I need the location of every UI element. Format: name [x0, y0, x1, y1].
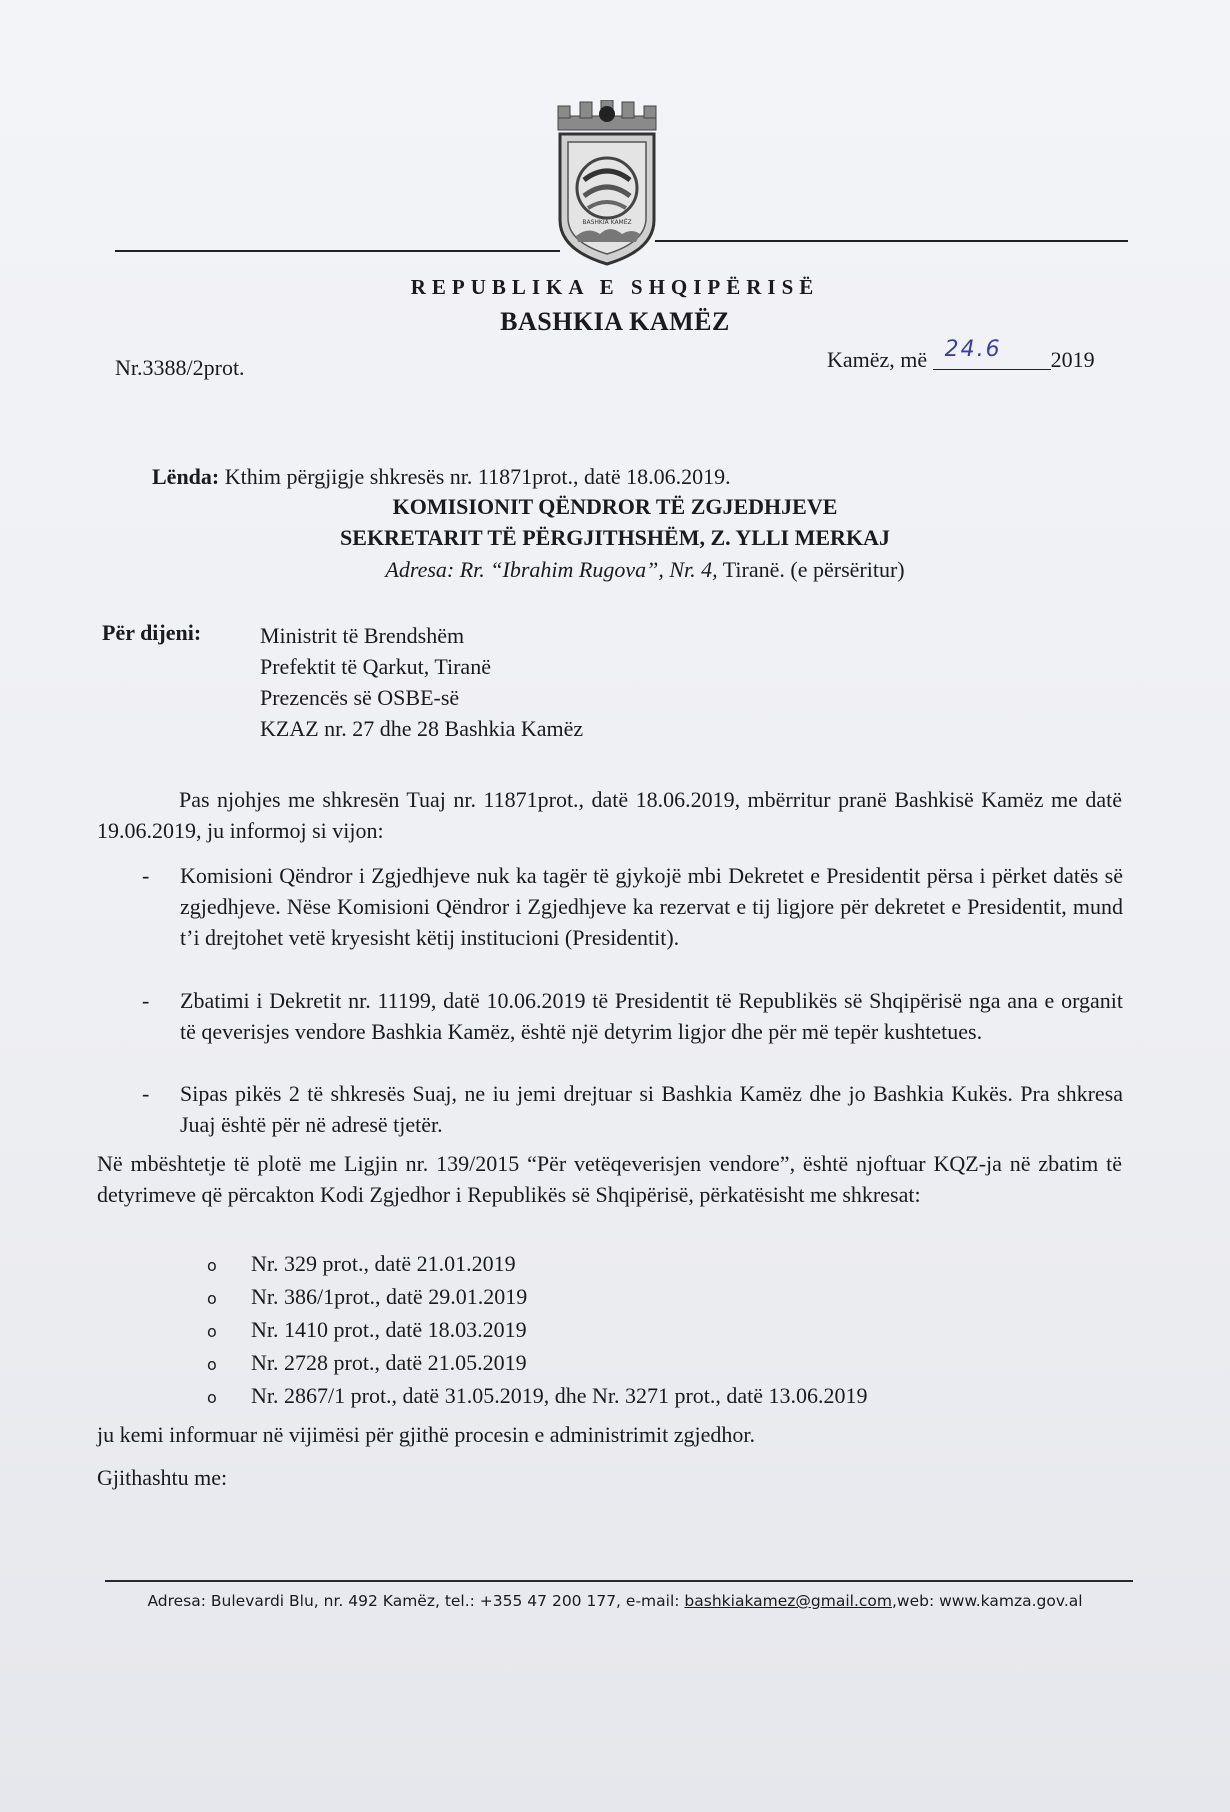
cc-item: Prezencës së OSBE-së [260, 685, 460, 710]
date-line [827, 337, 1095, 373]
point-3: Sipas pikës 2 të shkresës Suaj, ne iu jemi drejtuar si Bashkia Kamëz dhe jo Bashkia Kukës. Pra shkresa Juaj është për në adresë tjetër. [180, 1081, 1123, 1137]
handwritten-date: 24.6 [944, 337, 1002, 362]
country-heading: REPUBLIKA E SHQIPËRISË [410, 275, 820, 299]
circle-bullet: o [207, 1388, 217, 1407]
list-item: o Nr. 386/1prot., datë 29.01.2019 [207, 1281, 868, 1314]
protocol-number: Nr.3388/2prot. [115, 355, 245, 380]
circle-bullet: o [207, 1289, 217, 1308]
subject-label: Lënda: [152, 464, 220, 489]
recipient-line-2: SEKRETARIT TË PËRGJITHSHËM, Z. YLLI MERKAJ [340, 525, 890, 550]
municipality-crest-icon [548, 100, 666, 268]
dash-marker: - [142, 1081, 150, 1106]
list-item: o Nr. 2867/1 prot., datë 31.05.2019, dhe Nr. 3271 prot., datë 13.06.2019 [207, 1380, 868, 1413]
circle-bullet: o [207, 1322, 217, 1341]
also-line: Gjithashtu me: [97, 1465, 228, 1490]
list-item: o Nr. 2728 prot., datë 21.05.2019 [207, 1347, 868, 1380]
circle-bullet: o [207, 1256, 217, 1275]
cc-label: Për dijeni: [102, 620, 202, 645]
address-italic: Adresa: Rr. “Ibrahim Rugova”, Nr. 4, [385, 557, 718, 582]
header-rule-right [655, 240, 1128, 242]
subject-text: Kthim përgjigje shkresës nr. 11871prot., datë 18.06.2019. [224, 464, 731, 489]
footer-rule [105, 1580, 1133, 1582]
dash-marker: - [142, 863, 150, 888]
recipient-address [0, 557, 1230, 583]
date-prefix: Kamëz, më [827, 347, 928, 372]
address-plain: Tiranë. (e përsëritur) [722, 557, 905, 582]
footer-contact [0, 1592, 1230, 1610]
footer-email-link[interactable]: bashkiakamez@gmail.com [684, 1592, 892, 1610]
cc-list [260, 620, 583, 744]
footer-address: Adresa: Bulevardi Blu, nr. 492 Kamëz, tel.: +355 47 200 177, e-mail: [147, 1592, 680, 1610]
footer-web: ,web: www.kamza.gov.al [892, 1592, 1083, 1610]
municipality-heading: BASHKIA KAMËZ [500, 307, 730, 336]
intro-paragraph: Pas njohjes me shkresën Tuaj nr. 11871prot., datë 18.06.2019, mbërritur pranë Bashkisë Kamëz me datë 19.06.2019, ju informoj si vijon: [97, 787, 1122, 843]
support-paragraph: Në mbështetje të plotë me Ligjin nr. 139/2015 “Për vetëqeverisjen vendore”, është njoftuar KQZ-ja në zbatim të detyrimeve që përcakton Kodi Zgjedhor i Republikës së Shqipërisë, përkatësisht me shkresat: [97, 1151, 1122, 1207]
header-rule-left [115, 250, 560, 252]
circle-bullet: o [207, 1355, 217, 1374]
closing-line: ju kemi informuar në vijimësi për gjithë procesin e administrimit zgjedhor. [97, 1422, 756, 1447]
list-item: o Nr. 1410 prot., datë 18.03.2019 [207, 1314, 868, 1347]
recipient-line-1: KOMISIONIT QËNDROR TË ZGJEDHJEVE [392, 494, 838, 519]
point-2: Zbatimi i Dekretit nr. 11199, datë 10.06.2019 të Presidentit të Republikës së Shqipërisë nga ana e organit të qeverisjes vendore Bashkia Kamëz, është një detyrim ligjor dhe për më tepër kushtetues. [180, 988, 1123, 1044]
subject-line [152, 464, 731, 490]
date-blank [933, 337, 1051, 370]
crest-caption: BASHKIA KAMËZ [582, 219, 632, 226]
cc-item: Ministrit të Brendshëm [260, 623, 465, 648]
list-item: o Nr. 329 prot., datë 21.01.2019 [207, 1248, 868, 1281]
cc-item: Prefektit të Qarkut, Tiranë [260, 654, 491, 679]
date-year: 2019 [1050, 347, 1095, 372]
point-1: Komisioni Qëndror i Zgjedhjeve nuk ka tagër të gjykojë mbi Dekretet e Presidentit përsa i përket datës së zgjedhjeve. Nëse Komisioni Qëndror i Zgjedhjeve ka rezervat e tij ligjore për dekretet e Presidentit, mund t’i drejtohet vetë kryesisht këtij institucioni (Presidentit). [180, 863, 1123, 950]
cc-item: KZAZ nr. 27 dhe 28 Bashkia Kamëz [260, 716, 584, 741]
letters-list [207, 1248, 868, 1413]
dash-marker: - [142, 988, 150, 1013]
